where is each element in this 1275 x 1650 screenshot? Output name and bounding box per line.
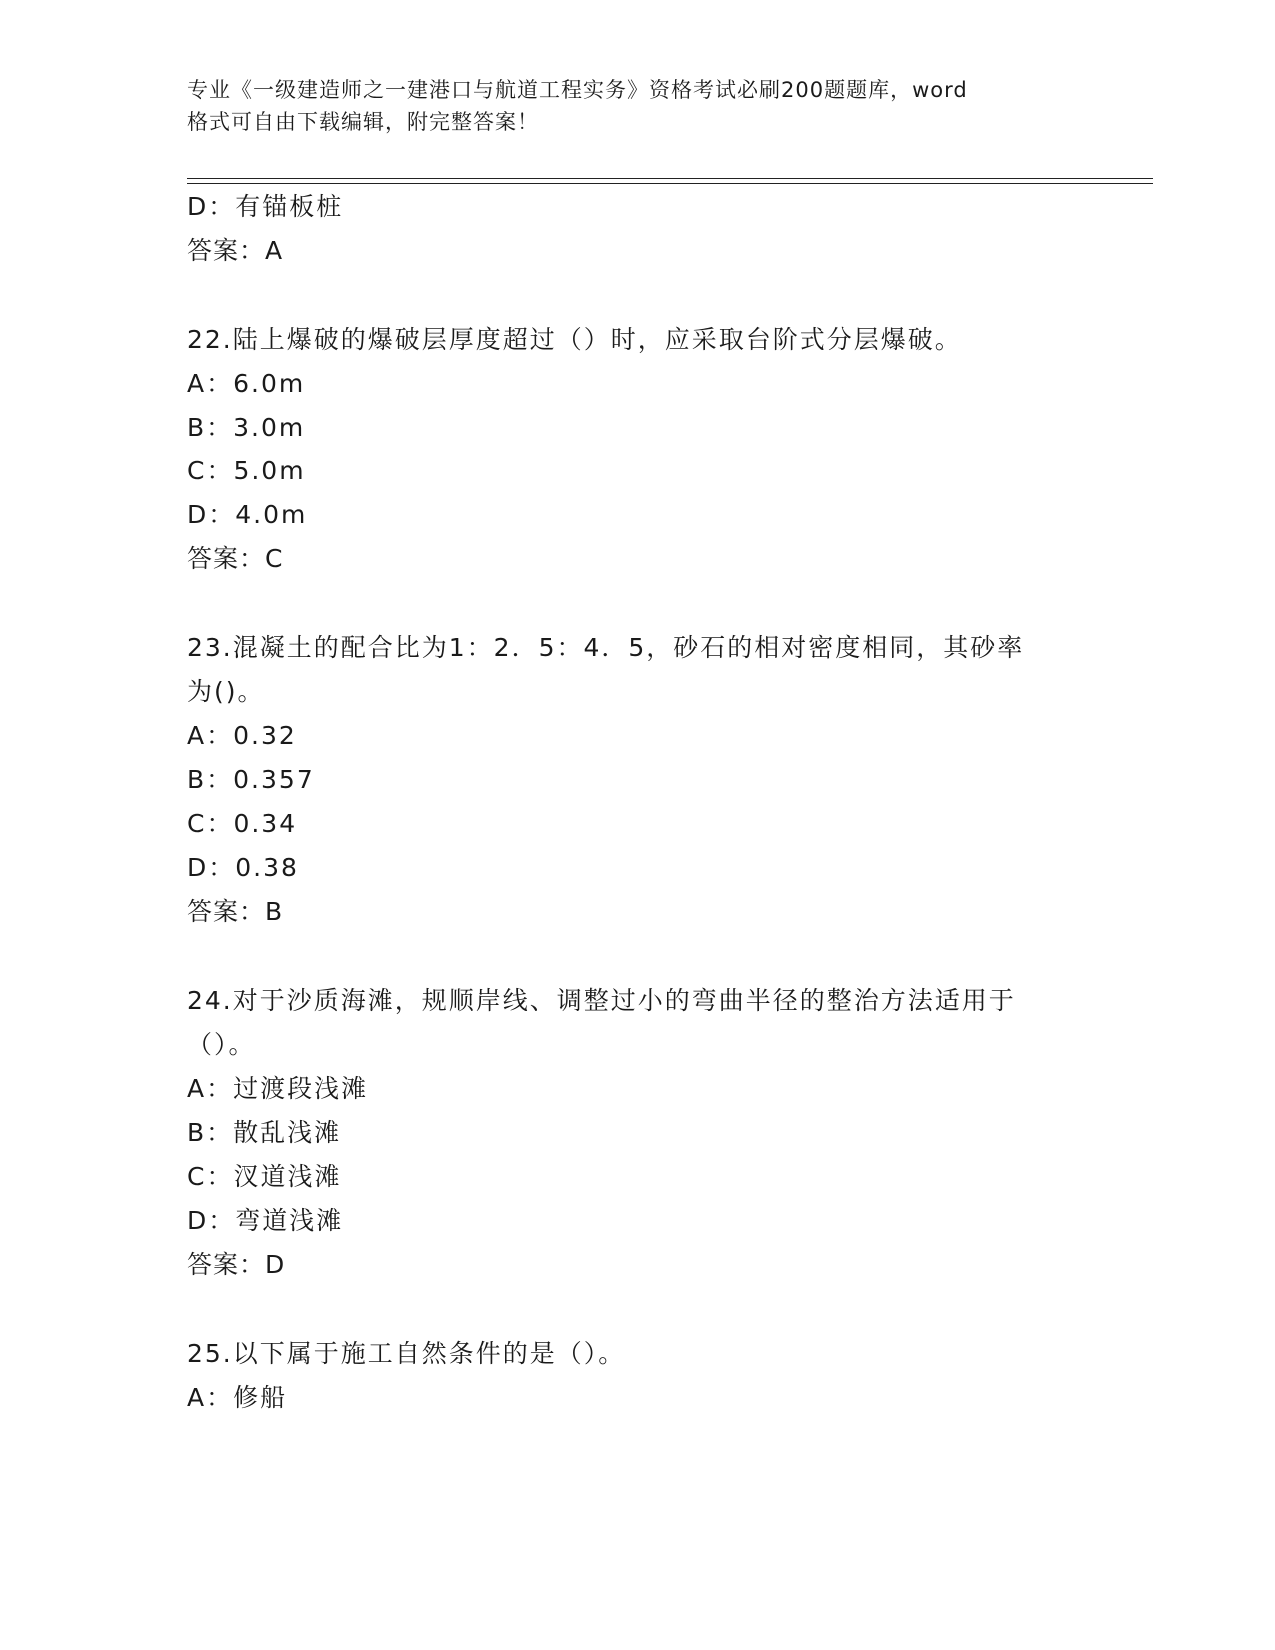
option-line: D：弯道浅滩	[187, 1206, 344, 1235]
option-line: A：0.32	[187, 721, 297, 750]
question-25: 25.以下属于施工自然条件的是（）。	[187, 1339, 626, 1368]
header-divider-bottom	[187, 183, 1153, 184]
option-line: B：散乱浅滩	[187, 1118, 342, 1147]
option-line: B：0.357	[187, 765, 315, 794]
question-22: 22.陆上爆破的爆破层厚度超过（）时，应采取台阶式分层爆破。	[187, 325, 962, 354]
header-line-1: 专业《一级建造师之一建港口与航道工程实务》资格考试必刷200题题库，word	[187, 78, 968, 102]
header-line-2: 格式可自由下载编辑，附完整答案！	[187, 110, 539, 134]
option-line: A：6.0m	[187, 369, 306, 398]
question-23-cont: 为()。	[187, 677, 265, 706]
option-line: D：0.38	[187, 853, 299, 882]
question-24-cont: （）。	[187, 1030, 256, 1059]
option-line: C：5.0m	[187, 456, 306, 485]
option-line: B：3.0m	[187, 413, 306, 442]
answer-line: 答案：C	[187, 544, 284, 573]
answer-line: 答案：B	[187, 897, 284, 926]
answer-line: 答案：A	[187, 236, 284, 265]
answer-line: 答案：D	[187, 1250, 286, 1279]
header-divider-top	[187, 178, 1153, 179]
question-23: 23.混凝土的配合比为1：2．5：4．5，砂石的相对密度相同，其砂率	[187, 633, 1025, 662]
option-line: C：0.34	[187, 809, 298, 838]
option-line: D：有锚板桩	[187, 192, 344, 221]
document-header	[187, 74, 1087, 138]
option-line: D：4.0m	[187, 500, 308, 529]
question-24: 24.对于沙质海滩，规顺岸线、调整过小的弯曲半径的整治方法适用于	[187, 986, 1016, 1015]
option-line: A：过渡段浅滩	[187, 1074, 369, 1103]
option-line: C：汊道浅滩	[187, 1162, 342, 1191]
option-line: A：修船	[187, 1383, 288, 1412]
